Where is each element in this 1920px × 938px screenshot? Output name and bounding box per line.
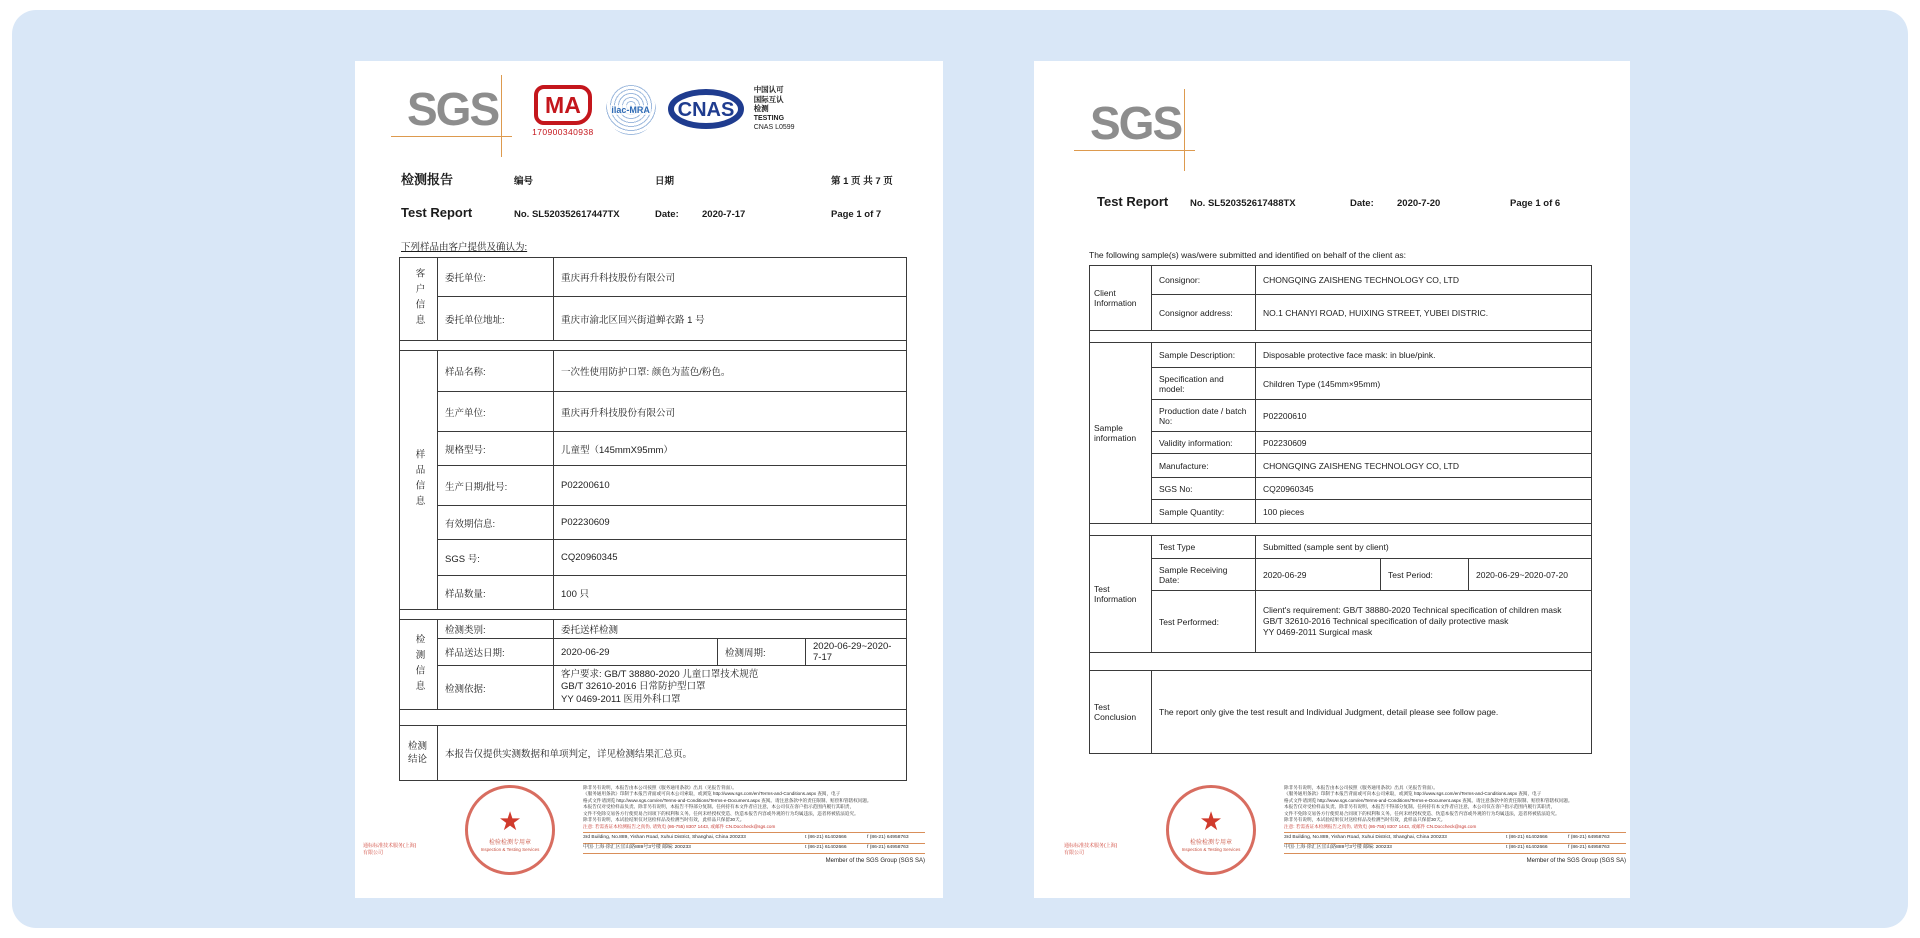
footer-fineprint [1284,785,1626,865]
sgs-logo-row [1084,95,1197,155]
address-row-cn [583,843,925,852]
footer-fineprint [583,785,925,865]
value-cell: P02200610 [1255,400,1591,431]
fax: f (86-21) 64958763 [867,834,909,840]
fax: f (86-21) 64958763 [1568,834,1610,840]
intro-line: The following sample(s) was/were submitted and identified on behalf of the client as: [1089,250,1407,260]
report-no: No. SL520352617488TX [1190,198,1296,209]
report-no-label-cn: 编号 [514,176,534,187]
key-cell: 生产日期/批号: [445,481,508,493]
report-page-english [1034,61,1630,898]
value-cell: CHONGQING ZAISHENG TECHNOLOGY CO, LTD [1255,454,1591,477]
stamp-text: Inspection & Testing Services [1181,847,1241,852]
value-cell: Children Type (145mm×95mm) [1255,368,1591,399]
table-separator [400,609,906,619]
cma-logo [532,85,594,137]
report-title-en: Test Report [1097,194,1169,209]
value-cell: 儿童型（145mmX95mm） [553,432,906,465]
stamp-caption [1064,843,1164,856]
table-row [438,258,906,296]
key-cell: SGS 号: [445,553,480,565]
tel: t (86-21) 61402666 [805,834,847,840]
value-cell: P02230609 [1255,432,1591,453]
page-footer [355,783,943,895]
section-group-label: 样品信息 [400,351,438,609]
table-row [1152,558,1591,590]
value-cell: 2020-06-29~2020-7-17 [805,639,906,665]
value-cell [1255,591,1591,652]
table-separator [1090,652,1591,670]
fax: f (86-21) 64958763 [867,845,909,851]
performed-line: GB/T 32610-2016 Technical specification of daily protective mask [1263,615,1509,626]
disclaimer-line: 本报告仅对受检样品负责。除非另有说明，本报告不得部分复制。任何持有本文件者应注意，本公司仅在客户指示范围内履行其职责， [583,804,855,810]
value-cell: 2020-06-29~2020-07-20 [1468,559,1591,590]
client-info-section [400,258,906,340]
table-row [1152,399,1591,431]
ilac-mra-logo [606,85,656,135]
key-cell: 有效期信息: [445,518,496,530]
value-cell: 一次性使用防护口罩: 颜色为蓝色/粉色。 [553,351,906,391]
key-cell: Specification and model: [1159,373,1224,394]
report-title-cn: 检测报告 [401,172,454,187]
cert-line: CNAS L0599 [753,124,795,131]
basis-line: YY 0469-2011 医用外科口罩 [561,693,681,705]
address-cn: 中国·上海·徐汇区宜山路889号3号楼 邮编: 200233 [583,845,691,851]
sgs-logo-crossline [501,75,502,157]
cert-line: TESTING [753,114,785,122]
table-row [1152,477,1591,499]
fax: f (86-21) 64958763 [1568,845,1610,851]
table-separator [400,709,906,725]
conclusion-label: 检测结论 [408,741,428,765]
key-cell: 样品数量: [445,588,486,600]
stamp-text: 检验检测专用章 [1189,840,1232,846]
table-row [438,431,906,465]
section-group-label: Test Information [1090,536,1152,652]
value-cell: 100 pieces [1255,500,1591,523]
table-row [1152,266,1591,294]
cma-certificate-number: 170900340938 [532,127,594,137]
cert-line: 中国认可 [753,85,784,94]
report-info-table [1089,265,1592,754]
report-date-value: 2020-7-17 [702,209,746,220]
company-stamp [1166,785,1256,875]
key-cell: Test Period: [1380,559,1468,590]
disclaimer-line: 文件不免除交易各方行使贸易合同项下的权利和义务。任何未经授权变造、伪造本报告内容或外观的行为均属违法，违者将被依法追究。 [583,810,859,816]
report-no: No. SL520352617447TX [514,209,620,220]
table-row [1152,367,1591,399]
section-group-label: Sample information [1090,343,1152,523]
table-separator [400,340,906,350]
key-cell: Test Performed: [1159,616,1219,627]
disclaimer-line: 文件不免除交易各方行使贸易合同项下的权利和义务。任何未经授权变造、伪造本报告内容或外观的行为均属违法，违者将被依法追究。 [1284,810,1560,816]
tel: t (86-21) 61402666 [1506,845,1548,851]
section-group-label [400,726,438,780]
disclaimer-line: 除非另有说明，本报告由本公司按照《服务通用条款》出具（见报告背面）。 [583,785,737,790]
key-cell: Sample Description: [1159,350,1236,360]
key-cell: 样品名称: [445,367,486,378]
tel: t (86-21) 61402666 [1506,834,1548,840]
value-cell: NO.1 CHANYI ROAD, HUIXING STREET, YUBEI DISTRIC. [1255,295,1591,330]
sgs-logo-text: SGS [407,83,499,135]
table-row [1152,590,1591,652]
section-group-label: 检测信息 [400,620,438,709]
table-row [438,638,906,665]
report-date-value: 2020-7-20 [1397,198,1441,209]
table-row [1152,343,1591,367]
stamp-caption-line: 有限公司 [363,849,384,856]
key-cell: Sample Quantity: [1159,506,1225,517]
sgs-member-line: Member of the SGS Group (SGS SA) [583,853,925,864]
report-title-block [1097,194,1617,209]
section-group-label: Test Conclusion [1090,671,1152,753]
table-separator [1090,330,1591,342]
table-row [438,351,906,391]
report-date-label: Date: [1350,198,1374,209]
sgs-logo-text: SGS [1090,97,1182,149]
cma-badge: MA [534,85,592,125]
value-cell: Submitted (sample sent by client) [1255,536,1591,558]
certification-logo-row [401,81,795,141]
table-row [438,505,906,539]
stamp-caption-line: 通标标准技术服务(上海) [1064,843,1118,849]
section-group-label: 客户信息 [400,258,438,340]
table-row [438,665,906,709]
key-cell: 样品送达日期: [445,648,505,659]
key-cell: SGS No: [1159,483,1193,494]
report-date-label-cn: 日期 [655,176,675,187]
value-cell: P02200610 [553,466,906,505]
conclusion-section [1090,670,1591,753]
value-cell: 重庆再升科技股份有限公司 [553,258,906,296]
address-cn: 中国·上海·徐汇区宜山路889号3号楼 邮编: 200233 [1284,845,1392,851]
key-cell: 委托单位地址: [445,314,505,326]
key-cell: 生产单位: [445,407,486,419]
address-row-en [1284,832,1626,841]
disclaimer-line: 除非另有说明，本试验结果仅对送检样品及检测当时有效，此样品只保留30天。 [1284,817,1446,823]
client-info-section [1090,266,1591,330]
sgs-logo [401,81,514,141]
basis-line: 客户要求: GB/T 38880-2020 儿童口罩技术规范 [561,668,759,680]
sample-info-section [1090,342,1591,523]
company-stamp [465,785,555,875]
cnas-cert-text [754,85,795,133]
value-cell: 2020-06-29 [553,639,717,665]
key-cell: 检测周期: [717,639,805,665]
table-row [438,391,906,431]
stamp-caption [363,843,463,856]
test-info-section [400,619,906,709]
table-row [1152,536,1591,558]
table-row [438,575,906,609]
table-row [438,726,906,780]
value-cell: 重庆市渝北区回兴街道蝉衣路 1 号 [553,297,906,340]
value-cell: 委托送样检测 [553,620,906,638]
value-cell: Disposable protective face mask: in blue/pink. [1255,343,1591,367]
disclaimer-line: 格式文件请浏览 http://www.sgs.com/en/Terms-and-Conditions/Terms-e-Document.aspx 查阅。请注意条款中的责任限制、赔偿和管辖权问题。 [1284,797,1573,803]
stamp-caption-line: 通标标准技术服务(上海) [363,843,417,849]
table-row [1152,431,1591,453]
table-row [1152,453,1591,477]
key-cell: 规格型号: [445,444,486,456]
sgs-logo-underline [391,136,512,137]
basis-line: GB/T 32610-2016 日常防护型口罩 [561,681,706,693]
key-cell: 委托单位: [445,273,486,284]
performed-line: YY 0469-2011 Surgical mask [1263,627,1373,638]
key-cell: Sample Receiving Date: [1159,564,1228,585]
intro-line: 下列样品由客户提供及确认为: [401,242,528,253]
tel: t (86-21) 61402666 [805,845,847,851]
stamp-caption-line: 有限公司 [1064,849,1085,856]
conclusion-text: 本报告仅提供实测数据和单项判定，详见检测结果汇总页。 [445,749,693,760]
sgs-member-line: Member of the SGS Group (SGS SA) [1284,853,1626,864]
table-row [1152,671,1591,753]
report-info-table [399,257,907,781]
value-cell: 2020-06-29 [1255,559,1380,590]
address-en: 3rd Building, No.889, Yishan Road, Xuhui District, Shanghai, China 200233 [1284,834,1447,840]
ilac-mra-label: ilac-MRA [611,105,650,115]
conclusion-section [400,725,906,780]
value-cell: 100 只 [553,576,906,609]
disclaimer-line: 格式文件请浏览 http://www.sgs.com/en/Terms-and-Conditions/Terms-e-Document.aspx 查阅。请注意条款中的责任限制、赔偿和管辖权问题。 [583,797,872,803]
stamp-text: Inspection & Testing Services [480,847,540,852]
page-indicator-cn: 第 1 页 共 7 页 [831,176,893,187]
report-title-en: Test Report [401,205,473,220]
report-title-block [401,169,923,220]
test-info-section [1090,535,1591,652]
sgs-logo [1084,95,1197,155]
key-cell: Manufacture: [1159,460,1209,471]
page-indicator: Page 1 of 6 [1510,198,1561,209]
address-row-en [583,832,925,841]
address-row-cn [1284,843,1626,852]
value-cell: P02230609 [553,506,906,539]
table-row [438,620,906,638]
table-row [438,296,906,340]
table-row [438,465,906,505]
table-row [1152,499,1591,523]
page-indicator: Page 1 of 7 [831,209,882,220]
sgs-logo-crossline [1184,89,1185,171]
sgs-logo-underline [1074,150,1195,151]
conclusion-text: The report only give the test result and Individual Judgment, detail please see follow page. [1159,707,1499,717]
viewer-background-panel [12,10,1908,928]
value-cell [553,666,906,709]
table-separator [1090,523,1591,535]
key-cell: Consignor address: [1159,307,1233,318]
value-cell: CHONGQING ZAISHENG TECHNOLOGY CO, LTD [1255,266,1591,294]
disclaimer-line: 《服务通用条款》印制于本报告背面或可向本公司索取，或浏览 http://www.sgs.com/en/Terms-and-Conditions.aspx 查阅，电子 [583,791,841,797]
sample-info-section [400,350,906,609]
key-cell: Production date / batch No: [1159,405,1247,426]
stamp-star-icon: ★ [498,806,522,836]
value-cell: 重庆再升科技股份有限公司 [553,392,906,431]
key-cell: Consignor: [1159,275,1201,285]
address-en: 3rd Building, No.889, Yishan Road, Xuhui District, Shanghai, China 200233 [583,834,746,840]
cert-line: 国际互认 [753,94,784,104]
table-row [1152,294,1591,330]
page-footer [1034,783,1630,895]
key-cell: 检测依据: [445,683,486,695]
performed-line: Client's requirement: GB/T 38880-2020 Technical specification of children mask [1263,604,1562,615]
cert-line: 检测 [753,104,769,113]
stamp-text: 检验检测专用章 [488,840,531,846]
report-date-label: Date: [655,209,679,220]
disclaimer-line: 除非另有说明，本试验结果仅对送检样品及检测当时有效，此样品只保留30天。 [583,817,745,823]
key-cell: Test Type [1159,542,1196,552]
stamp-star-icon: ★ [1199,806,1223,836]
key-cell: Validity information: [1159,437,1233,448]
report-page-chinese [355,61,943,898]
cnas-logo [668,87,744,136]
verification-hotline: 注意: 若需查证本检测报告之真伪, 请致电 (86-755) 8307 1443, 或邮件 CN.Doccheck@sgs.com [583,824,776,830]
disclaimer-line: 《服务通用条款》印制于本报告背面或可向本公司索取，或浏览 http://www.sgs.com/en/Terms-and-Conditions.aspx 查阅，电子 [1284,791,1542,797]
svg-text:CNAS: CNAS [677,99,735,121]
value-cell: CQ20960345 [1255,478,1591,499]
value-cell: CQ20960345 [553,540,906,575]
disclaimer-line: 本报告仅对受检样品负责。除非另有说明，本报告不得部分复制。任何持有本文件者应注意，本公司仅在客户指示范围内履行其职责， [1284,804,1556,810]
key-cell: 检测类别: [445,625,486,636]
table-row [438,539,906,575]
disclaimer-line: 除非另有说明，本报告由本公司按照《服务通用条款》出具（见报告背面）。 [1284,785,1438,790]
section-group-label: Client Information [1090,266,1152,330]
verification-hotline: 注意: 若需查证本检测报告之真伪, 请致电 (86-755) 8307 1443, 或邮件 CN.Doccheck@sgs.com [1284,824,1477,830]
